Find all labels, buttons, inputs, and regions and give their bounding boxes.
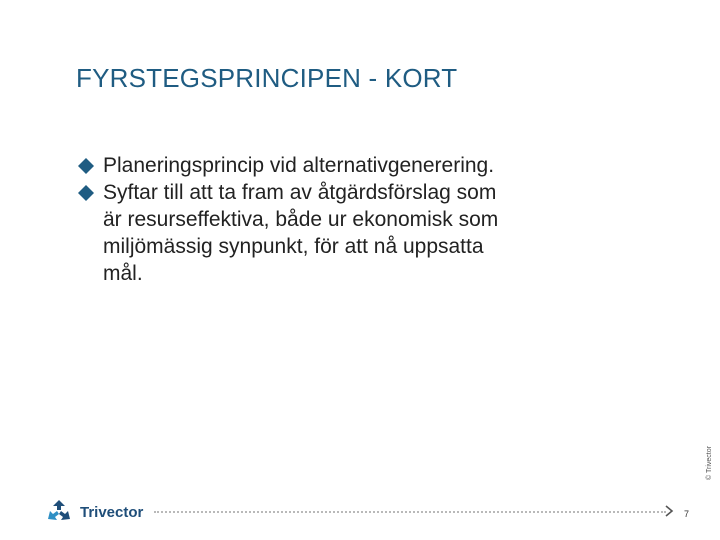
- bullet-item: [78, 152, 508, 179]
- diamond-bullet-icon: [78, 185, 94, 201]
- slide-title: FYRSTEGSPRINCIPEN - KORT: [76, 63, 458, 93]
- footer-logo: [44, 496, 143, 528]
- trivector-logo-icon: [44, 497, 74, 527]
- diamond-bullet-icon: [78, 158, 94, 174]
- bullet-text: Syftar till att ta fram av åtgärdsförslag som är resurseffektiva, både ur ekonomisk som miljömässig synpunkt, för att nå uppsatta mål.: [103, 181, 499, 285]
- page-number: 7: [684, 509, 690, 519]
- logo-text: Trivector: [80, 503, 144, 521]
- chevron-right-icon: [664, 505, 674, 517]
- bullet-item: [78, 179, 508, 287]
- copyright-note: © Trivector: [706, 446, 713, 480]
- bullet-text: Planeringsprincip vid alternativgenerering.: [103, 154, 495, 177]
- footer-divider: [154, 511, 666, 513]
- bullet-list: [78, 152, 508, 287]
